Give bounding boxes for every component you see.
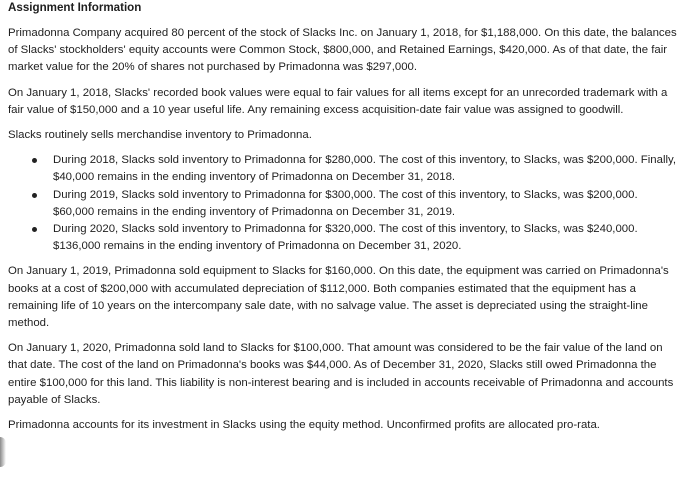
paragraph-equity-method: Primadonna accounts for its investment in Slacks using the equity method. Unconfirmed profits are allocated pro-rata.: [8, 419, 600, 432]
left-edge-shadow: [0, 437, 6, 467]
bullet-item-2020: [8, 221, 680, 255]
bullet-dot-icon: [32, 158, 37, 163]
document-title: Assignment Information: [8, 1, 142, 14]
inventory-bullet-list: [8, 152, 680, 255]
paragraph-land-sale: On January 1, 2020, Primadonna sold land to Slacks for $100,000. That amount was considered to be the fair value of the land on that date. The cost of the land on Primadonna's books was $44,000. As of December 31, 2020, Slacks still owed Primadonna the entire $100,000 for this land. This liability is non-interest bearing and is included in accounts receivable of Primadonna and accounts payable of Slacks.: [8, 342, 674, 406]
bullet-text-2019: During 2019, Slacks sold inventory to Primadonna for $300,000. The cost of this inventory, to Slacks, was $200,000. $60,000 remains in the ending inventory of Primadonna on December 31, 2019.: [53, 188, 638, 218]
assignment-document: [8, 0, 680, 442]
bullet-item-2018: [8, 152, 680, 186]
paragraph-trademark: On January 1, 2018, Slacks' recorded book values were equal to fair values for all items except for an unrecorded trademark with a fair value of $150,000 and a 10 year useful life. Any remaining excess acquisition-date fair value was assigned to goodwill.: [8, 86, 668, 116]
paragraph-equipment-sale: On January 1, 2019, Primadonna sold equipment to Slacks for $160,000. On this date, the equipment was carried on Primadonna's books at a cost of $200,000 with accumulated depreciation of $112,000. Both companies estimated that the equipment has a remaining life of 10 years on the intercompany sale date, with no salvage value. The asset is depreciated using the straight-line method.: [8, 265, 669, 330]
bullet-text-2018: During 2018, Slacks sold inventory to Primadonna for $280,000. The cost of this inventory, to Slacks, was $200,000. Finally, $40,000 remains in the ending inventory of Primadonna on December 31, 2018.: [53, 154, 677, 184]
bullet-dot-icon: [32, 193, 37, 198]
paragraph-inventory-intro: Slacks routinely sells merchandise inventory to Primadonna.: [8, 129, 312, 142]
bullet-text-2020: During 2020, Slacks sold inventory to Primadonna for $320,000. The cost of this inventory, to Slacks, was $240,000. $136,000 remains in the ending inventory of Primadonna on December 31, 2020.: [53, 223, 638, 253]
paragraph-acquisition: Primadonna Company acquired 80 percent of the stock of Slacks Inc. on January 1, 2018, for $1,188,000. On this date, the balances of Slacks' stockholders' equity accounts were Common Stock, $800,000, and Retained Earnings, $420,000. As of that date, the fair market value for the 20% of shares not purchased by Primadonna was $297,000.: [8, 27, 677, 74]
bullet-dot-icon: [32, 227, 37, 232]
bullet-item-2019: [8, 187, 680, 221]
